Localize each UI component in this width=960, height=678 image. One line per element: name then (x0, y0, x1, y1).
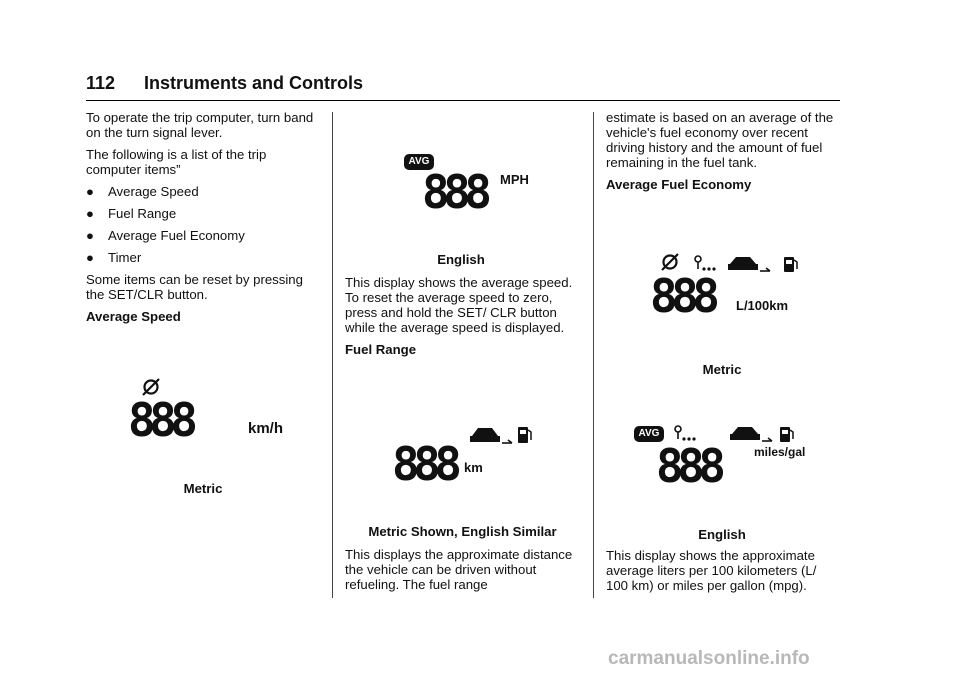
column-divider (593, 112, 594, 598)
unit-label: miles/gal (754, 445, 806, 459)
figure-caption: English (437, 252, 485, 267)
fuel-economy-english-figure (654, 420, 814, 486)
figure-caption: Metric (702, 362, 742, 377)
column-1 (86, 110, 316, 331)
fuel-range-figure (392, 420, 552, 486)
avg-badge: AVG (634, 426, 664, 442)
column-3-text-1 (606, 110, 841, 199)
bullet-dot: ● (86, 184, 94, 199)
figure-caption: Metric (183, 481, 223, 496)
column-2-text-2 (345, 547, 580, 599)
section-heading-average-speed: Average Speed (86, 309, 181, 324)
fuel-economy-metric-figure (650, 252, 810, 318)
figure-caption: English (698, 527, 746, 542)
column-divider (332, 112, 333, 598)
fuel-range-continued: estimate is based on an average of the vehicle's fuel economy over recent driving history and the amount of fuel remaining in the fuel tank. (606, 110, 834, 170)
fuel-pump-icon (518, 427, 531, 443)
lcd-digits: 888 (656, 439, 726, 486)
bullet-label: Fuel Range (108, 206, 177, 221)
average-speed-metric-figure (128, 378, 288, 442)
fuel-range-description: This displays the approximate distance the vehicle can be driven without refueling. The fuel range (345, 547, 573, 592)
bullet-item (86, 206, 316, 221)
bullet-label: Timer (108, 250, 142, 265)
page-header (86, 70, 840, 101)
average-speed-english-figure (422, 168, 542, 212)
bullet-dot: ● (86, 250, 94, 265)
bullet-item (86, 184, 316, 199)
car-icon (730, 427, 772, 441)
average-diameter-icon (662, 254, 678, 270)
section-heading-average-fuel-economy: Average Fuel Economy (606, 177, 752, 192)
bullet-label: Average Speed (108, 184, 199, 199)
page-title: Instruments and Controls (144, 73, 364, 93)
figure-caption: Metric Shown, English Similar (368, 524, 557, 539)
list-intro-paragraph: The following is a list of the trip computer items” (86, 147, 267, 177)
car-icon (728, 257, 770, 271)
lcd-digits: 888 (128, 393, 198, 442)
fuel-pump-icon (780, 427, 793, 442)
bullet-dot: ● (86, 206, 94, 221)
unit-label: km (464, 460, 483, 475)
avg-badge: AVG (404, 154, 434, 170)
section-heading-fuel-range: Fuel Range (345, 342, 417, 357)
car-icon (470, 428, 512, 443)
intro-paragraph: To operate the trip computer, turn band on the turn signal lever. (86, 110, 314, 140)
unit-label: km/h (248, 420, 284, 437)
bullet-label: Average Fuel Economy (108, 228, 245, 243)
watermark: carmanualsonline.info (608, 648, 810, 669)
unit-label: L/100km (736, 298, 789, 313)
bullet-item (86, 228, 316, 243)
column-2-text-1 (345, 275, 580, 364)
page-number: 112 (86, 73, 116, 93)
lcd-digits: 888 (422, 168, 492, 212)
fuel-economy-description: This display shows the approximate average liters per 100 kilometers (L/ 100 km) or miles per gallon (mpg). (606, 548, 817, 593)
lcd-digits: 888 (650, 269, 720, 318)
fuel-pump-icon (784, 257, 797, 272)
bullet-item (86, 250, 316, 265)
average-speed-description: This display shows the average speed. To reset the average speed to zero, press and hold the SET/ CLR button while the average speed is displayed. (345, 275, 573, 335)
bullet-dot: ● (86, 228, 94, 243)
lcd-digits: 888 (392, 437, 462, 486)
unit-label: MPH (500, 172, 529, 187)
column-3-text-2 (606, 548, 841, 600)
reset-note: Some items can be reset by pressing the SET/CLR button. (86, 272, 303, 302)
